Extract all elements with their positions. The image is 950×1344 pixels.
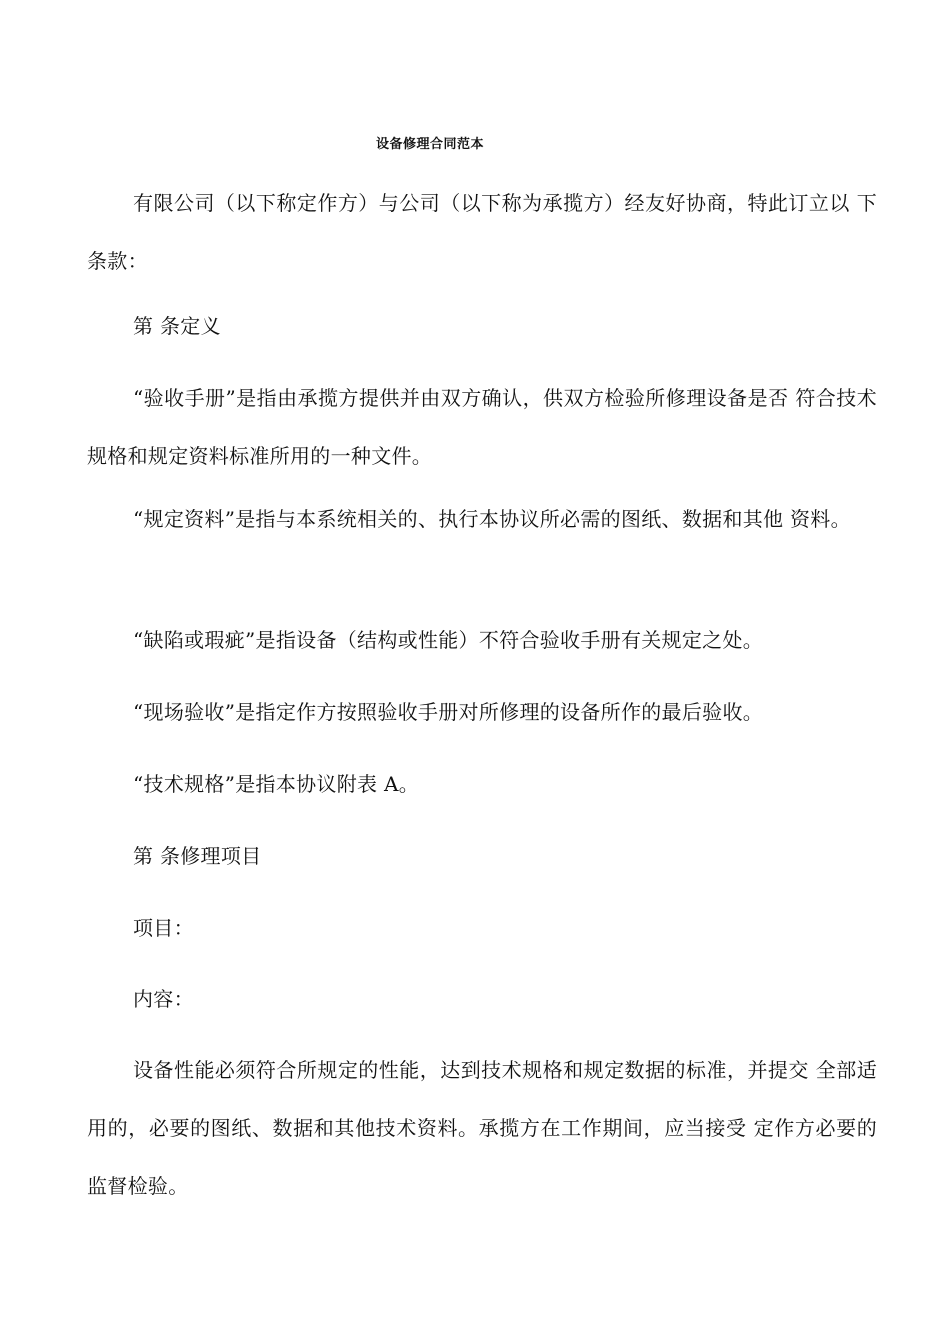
definition-acceptance-manual: “验收手册”是指由承揽方提供并由双方确认，供双方检验所修理设备是否 符合技术规格和规定资料标准所用的一种文件。 [87,386,877,468]
definition-specified-materials: “规定资料”是指与本系统相关的、执行本协议所必需的图纸、数据和其他 资料。 [133,507,851,531]
definition-defect: “缺陷或瑕疵”是指设备（结构或性能）不符合验收手册有关规定之处。 [133,628,764,652]
definition-technical-specification: “技术规格”是指本协议附表 A。 [133,772,420,796]
article-heading-repair-items: 第 条修理项目 [133,844,262,868]
intro-paragraph: 有限公司（以下称定作方）与公司（以下称为承揽方）经友好协商，特此订立以 下条款： [87,191,877,273]
document-title: 设备修理合同范本 [375,137,484,152]
definition-site-acceptance: “现场验收”是指定作方按照验收手册对所修理的设备所作的最后验收。 [133,700,764,724]
article-heading-definitions: 第 条定义 [133,314,221,338]
content-label: 内容： [133,987,194,1011]
performance-requirements-paragraph: 设备性能必须符合所规定的性能，达到技术规格和规定数据的标准，并提交 全部适用的，必要的图纸、数据和其他技术资料。承揽方在工作期间，应当接受 定作方必要的监督检验。 [87,1058,877,1198]
item-label: 项目： [133,916,194,940]
